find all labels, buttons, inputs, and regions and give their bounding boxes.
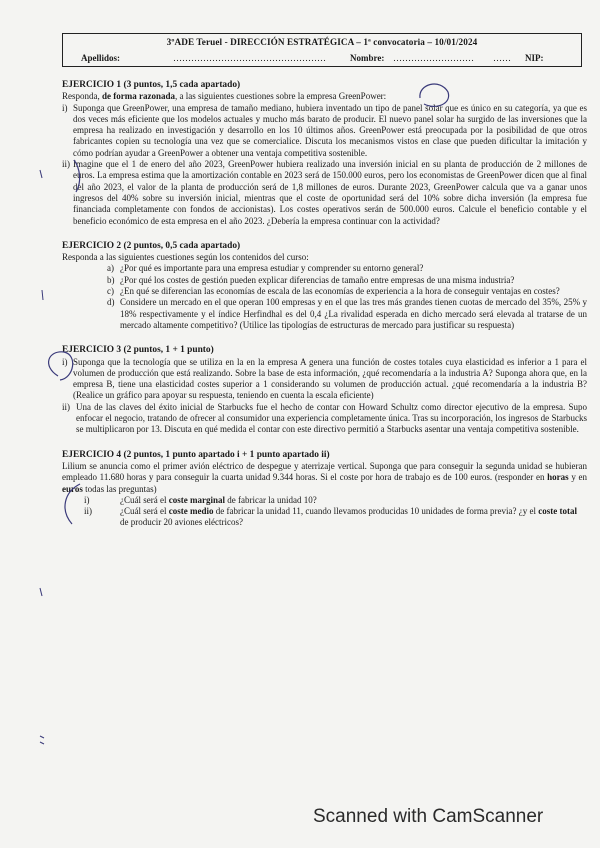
pen-tick-ex1	[40, 170, 42, 178]
nip-dots: ……	[493, 53, 511, 63]
item-marker: ii)	[84, 506, 92, 517]
item-text: de fabricar la unidad 10?	[224, 494, 317, 505]
exercise-2-part-c	[62, 286, 587, 297]
exercise-3-title: EJERCICIO 3 (2 puntos, 1 + 1 punto)	[62, 345, 214, 356]
item-marker: ii)	[62, 401, 70, 412]
item-text: de fabricar la unidad 11, cuando llevamos producidas 10 unidades de forma previa? ¿y el	[213, 506, 539, 517]
intro-text: y en	[568, 472, 587, 483]
item-bold: coste marginal	[168, 494, 225, 505]
camscanner-footer: Scanned with CamScanner	[313, 806, 544, 827]
exercise-1-title: EJERCICIO 1 (3 puntos, 1,5 cada apartado)	[62, 80, 241, 90]
intro-text: Responda,	[62, 91, 102, 102]
exercise-4-part-i	[62, 495, 587, 506]
item-marker: c)	[107, 286, 114, 297]
item-text: Considere un mercado en el que operan 100 empresas y en el que las tres más grandes tienen cuotas de mercado del 35%, 25% y 18% respectivamente y el índice Herfindhal es del 0,4 ¿La rivalidad esperada en dicho mercado será elevada al tratarse de un mercado altamente competitivo? (Utilice las tipologías de estructuras de mercado para justificar su respuesta)	[120, 297, 587, 330]
item-marker: i)	[84, 494, 90, 505]
exam-content	[62, 80, 587, 529]
item-text: Suponga que la tecnología que se utiliza en la en la empresa A genera una función de costes totales cuya elasticidad es inferior a 1 para el volumen de producción que está realizando. Sobre la base de esta información, ¿qué recomendaría a la industria A? Suponga ahora que, en la empresa B, tiene una elasticidad costes superior a 1 considerando su volumen de producción actual. ¿qué recomendaría a la industria B? (Realice un gráfico para apoyar su respuesta, teniendo en cuenta la escala eficiente)	[73, 356, 587, 401]
pen-mark-bottom	[40, 736, 44, 744]
exam-title: 3ºADE Teruel - DIRECCIÓN ESTRATÉGICA – 1ª convocatoria – 10/01/2024	[166, 37, 478, 47]
item-text: Una de las claves del éxito inicial de Starbucks fue el hecho de contar con Howard Schultz como director ejecutivo de la empresa. Supo enfocar el negocio, tratando de ofrecer al consumidor una experiencia completamente única. Tras su incorporación, los ingresos de Starbucks se multiplicaron por 13. Discuta en qué medida el contar con este directivo permitió a Starbucks asentar una ventaja competitiva sostenible.	[76, 401, 587, 435]
item-bold: coste total	[538, 506, 578, 517]
item-marker: ii)	[62, 159, 70, 170]
item-text: ¿Por qué es importante para una empresa estudiar y comprender su entorno general?	[120, 263, 424, 274]
item-marker: i)	[62, 356, 68, 367]
exercise-2-intro: Responda a las siguientes cuestiones según los contenidos del curso:	[62, 252, 309, 263]
apellidos-label: Apellidos:	[81, 53, 121, 63]
exercise-1-part-i	[62, 103, 587, 159]
pen-tick-ex3	[40, 588, 42, 596]
exercise-1-intro	[62, 91, 587, 102]
intro-bold: euros	[62, 483, 83, 494]
item-marker: d)	[107, 297, 115, 308]
exercise-2-part-a	[62, 263, 587, 274]
nombre-label: Nombre:	[350, 53, 385, 63]
intro-text: , a las siguientes cuestiones sobre la empresa GreenPower:	[175, 91, 387, 102]
exercise-2-part-d	[62, 297, 587, 331]
nip-label: NIP:	[525, 53, 544, 63]
exercise-4-part-ii	[62, 506, 587, 529]
item-text: ¿Cuál será el	[120, 494, 169, 505]
intro-bold: de forma razonada	[102, 91, 175, 102]
item-text: ¿Cuál será el	[120, 506, 169, 517]
exercise-4-title: EJERCICIO 4 (2 puntos, 1 punto apartado i + 1 punto apartado ii)	[62, 449, 330, 460]
exercise-2-title: EJERCICIO 2 (2 puntos, 0,5 cada apartado)	[62, 240, 241, 251]
intro-text: todas las preguntas)	[82, 483, 157, 494]
intro-text: Lilium se anuncia como el primer avión eléctrico de despegue y aterrizaje vertical. Suponga que para conseguir la segunda unidad se hubieran empleado 11.680 horas y para conseguir la cuarta unidad 9.344 horas. Si el coste por hora de trabajo es de 100 euros. (responder en	[62, 460, 587, 483]
exercise-1-part-ii	[62, 159, 587, 227]
apellidos-field	[81, 53, 120, 63]
apellidos-dots: ……………………………………………	[173, 53, 326, 63]
intro-bold: horas	[547, 472, 569, 483]
item-text: ¿En qué se diferencian las economías de escala de las economías de experiencia a la hora de conseguir ventajas en costes?	[120, 286, 560, 297]
item-text: ¿Por qué los costes de gestión pueden explicar diferencias de tamaño entre empresas de una misma industria?	[120, 274, 515, 285]
exercise-2-part-b	[62, 275, 587, 286]
exercise-3-part-ii	[62, 402, 587, 436]
item-text: Imagine que el 1 de enero del año 2023, GreenPower hubiera realizado una inversión inicial en su planta de producción de 2 millones de euros. La empresa estima que la amortización contable en 2023 será de 150.000 euros, pero los economistas de GreenPower dicen que al final del año 2023, el valor de la planta de producción será de 1,8 millones de euros. Durante 2023, GreenPower calcula que va a ganar unos ingresos del 40% sobre su inversión inicial, mientras que el coste de oportunidad será del 10% sobre dicha inversión (la empresa fue financiada completamente con fondos de accionistas). Los costes operativos serán de 500.000 euros. Calcule el beneficio contable y el beneficio económico de esta empresa en el año 2023. ¿Debería la empresa continuar con la actividad?	[73, 159, 587, 226]
item-bold: coste medio	[168, 506, 214, 517]
item-marker: a)	[107, 263, 114, 274]
item-marker: i)	[62, 102, 68, 113]
nombre-dots: ………………………	[393, 53, 474, 63]
item-marker: b)	[107, 274, 115, 285]
exercise-3-part-i	[62, 357, 587, 402]
exercise-4-intro	[62, 461, 587, 495]
pen-tick-margin	[42, 290, 43, 300]
exam-header	[62, 33, 582, 67]
item-text: de producir 20 aviones eléctricos?	[120, 517, 243, 528]
item-text: Suponga que GreenPower, una empresa de tamaño mediano, hubiera inventado un tipo de panel solar que es único en su categoría, ya que es dos veces más eficiente que los modelos actuales y mucho más barato de producir. El nuevo panel solar ha surgido de las inversiones que la empresa ha realizado en investigación y desarrollo en los 10 últimos años. GreenPower está preocupada por la posibilidad de que otros fabricantes copien su tecnología una vez que se comercialice. Discuta los mecanismos vistos en clase que pueden dificultar la imitación y cómo podrían ayudar a GreenPower a obtener una ventaja competitiva sostenible.	[73, 102, 587, 158]
